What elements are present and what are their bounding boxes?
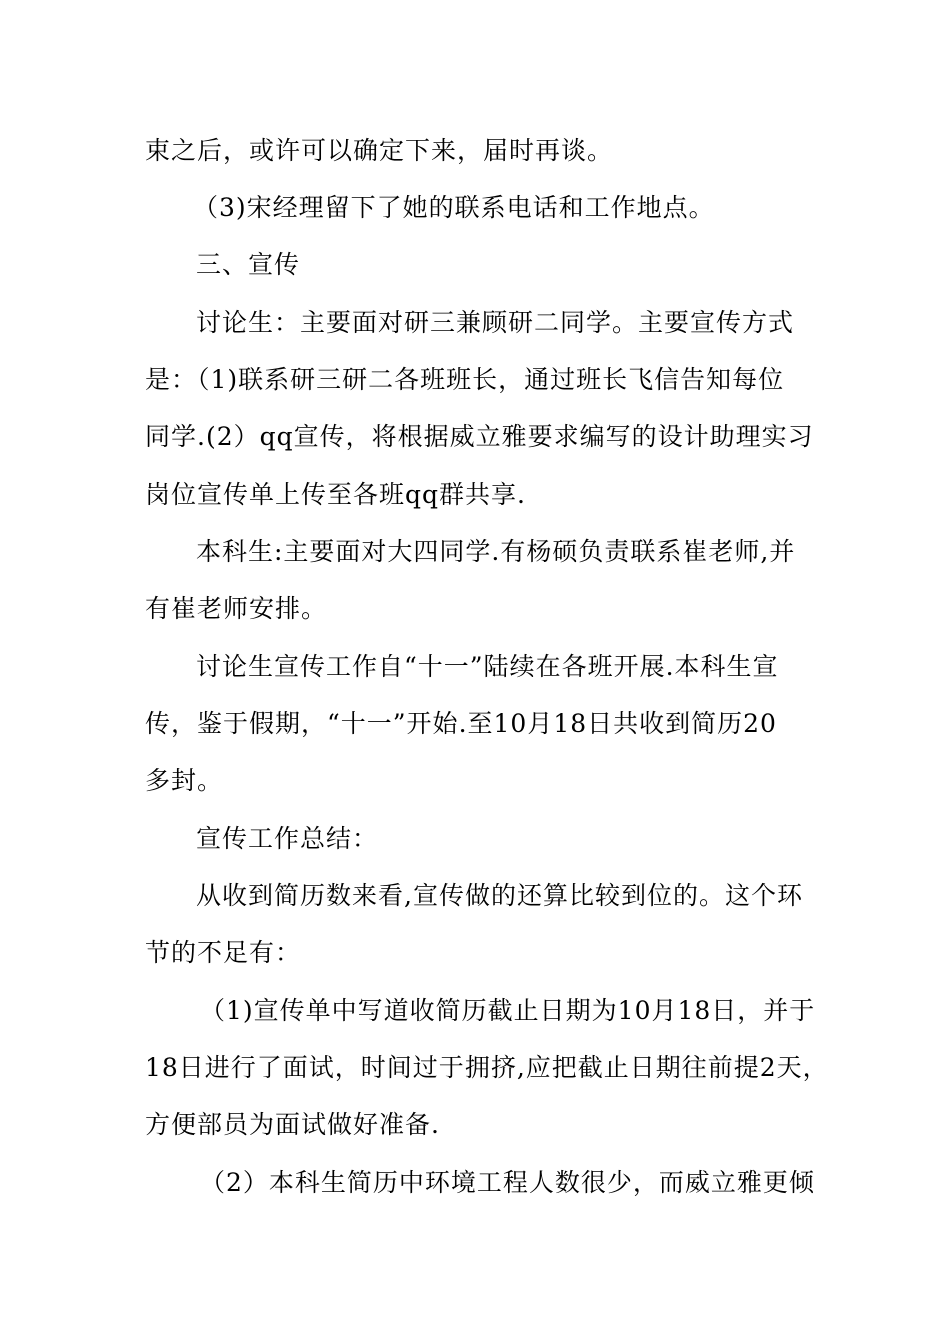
text-line: 从收到简历数来看,宣传做的还算比较到位的。这个环 xyxy=(196,881,803,910)
text-line: （3)宋经理留下了她的联系电话和工作地点。 xyxy=(193,193,715,222)
text-line: 束之后，或许可以确定下来，届时再谈。 xyxy=(145,136,614,165)
text-line: 同学.(2）qq宣传，将根据威立雅要求编写的设计助理实习 xyxy=(145,422,814,451)
text-line: 18日进行了面试，时间过于拥挤,应把截止日期往前提2天， xyxy=(145,1053,829,1082)
text-line: 多封。 xyxy=(145,766,224,795)
text-line: 有崔老师安排。 xyxy=(145,594,328,623)
text-line: 宣传工作总结： xyxy=(196,824,379,853)
text-line: （2）本科生简历中环境工程人数很少，而威立雅更倾 xyxy=(200,1168,815,1197)
text-line: 讨论生宣传工作自“十一”陆续在各班开展.本科生宣 xyxy=(196,652,779,681)
text-line: 节的不足有： xyxy=(145,938,302,967)
text-line: 岗位宣传单上传至各班qq群共享. xyxy=(145,480,526,509)
text-line: 讨论生：主要面对研三兼顾研二同学。主要宣传方式 xyxy=(196,308,795,337)
text-line: 方便部员为面试做好准备. xyxy=(145,1110,440,1139)
text-line: （1)宣传单中写道收简历截止日期为10月18日，并于 xyxy=(200,996,816,1025)
text-line: 传，鉴于假期，“十一”开始.至10月18日共收到简历20 xyxy=(145,709,777,738)
text-line: 本科生:主要面对大四同学.有杨硕负责联系崔老师,并 xyxy=(196,537,796,566)
text-line: 是：（1)联系研三研二各班班长，通过班长飞信告知每位 xyxy=(145,365,785,394)
section-heading: 三、宣传 xyxy=(196,250,301,279)
